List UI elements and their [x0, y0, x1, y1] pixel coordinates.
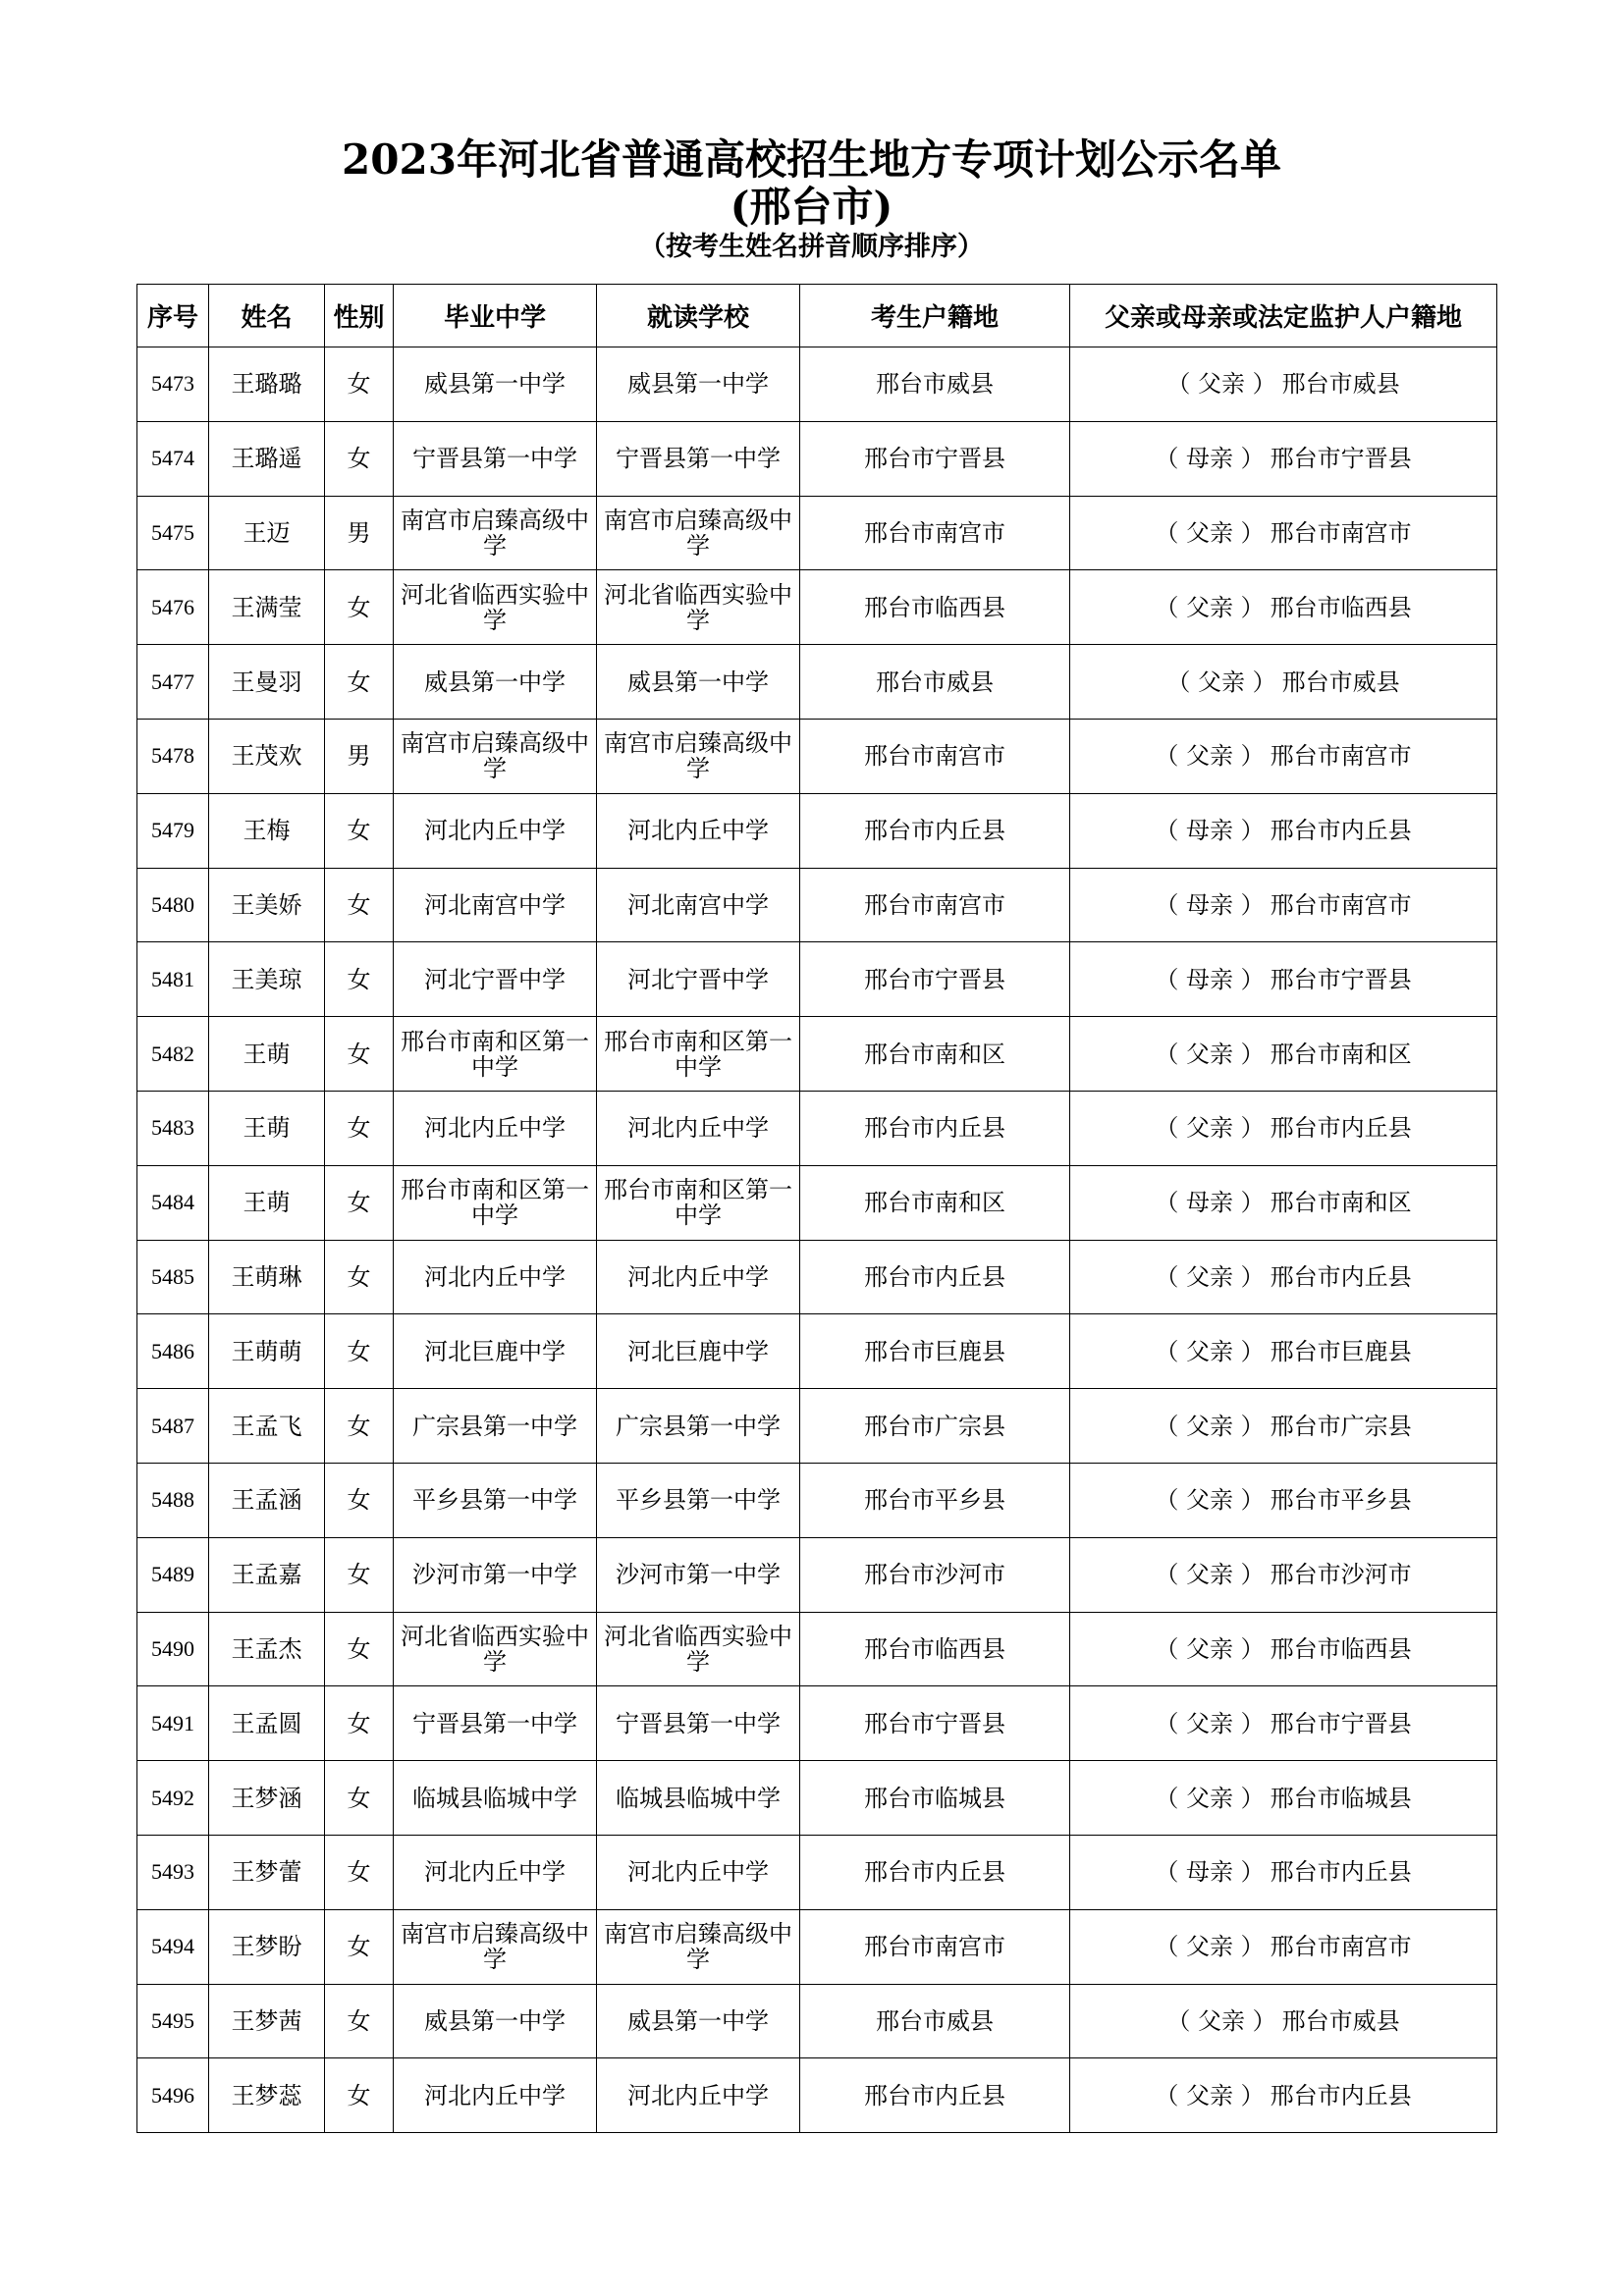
guardian-hukou-value: 邢台市宁晋县: [1270, 445, 1412, 473]
cell-hukou: 邢台市宁晋县: [800, 942, 1070, 1017]
cell-gender: 女: [325, 1909, 394, 1984]
col-header-guardian-hukou: 父亲或母亲或法定监护人户籍地: [1070, 285, 1497, 347]
cell-name: 王孟圆: [209, 1686, 325, 1761]
cell-guardian-hukou: [1070, 1612, 1497, 1686]
cell-current-school: 平乡县第一中学: [597, 1463, 800, 1537]
cell-gender: 女: [325, 1835, 394, 1909]
guardian-relation: （ 母亲 ）: [1155, 817, 1265, 845]
cell-no: 5479: [137, 793, 209, 868]
cell-name: 王孟杰: [209, 1612, 325, 1686]
guardian-relation: （ 父亲 ）: [1155, 1114, 1265, 1143]
table-row: [137, 1984, 1497, 2058]
cell-no: 5480: [137, 868, 209, 942]
cell-grad-school: 河北内丘中学: [394, 2058, 597, 2133]
cell-current-school: 临城县临城中学: [597, 1761, 800, 1836]
cell-guardian-hukou: [1070, 570, 1497, 645]
cell-no: 5491: [137, 1686, 209, 1761]
cell-hukou: 邢台市临西县: [800, 570, 1070, 645]
cell-name: 王萌: [209, 1091, 325, 1165]
cell-grad-school: 沙河市第一中学: [394, 1537, 597, 1612]
cell-name: 王梦蕊: [209, 2058, 325, 2133]
cell-grad-school: 河北内丘中学: [394, 793, 597, 868]
cell-hukou: 邢台市临城县: [800, 1761, 1070, 1836]
cell-current-school: 邢台市南和区第一中学: [597, 1165, 800, 1240]
guardian-hukou-value: 邢台市威县: [1281, 667, 1400, 696]
guardian-hukou-value: 邢台市南宫市: [1270, 742, 1412, 771]
cell-no: 5474: [137, 421, 209, 496]
cell-name: 王萌萌: [209, 1314, 325, 1389]
cell-name: 王璐璐: [209, 347, 325, 422]
cell-no: 5484: [137, 1165, 209, 1240]
cell-current-school: 威县第一中学: [597, 645, 800, 720]
guardian-relation: （ 父亲 ）: [1155, 593, 1265, 621]
table-body: [137, 347, 1497, 2133]
cell-name: 王孟嘉: [209, 1537, 325, 1612]
cell-guardian-hukou: [1070, 1240, 1497, 1314]
cell-current-school: 河北省临西实验中学: [597, 1612, 800, 1686]
cell-hukou: 邢台市南宫市: [800, 868, 1070, 942]
cell-no: 5488: [137, 1463, 209, 1537]
cell-gender: 女: [325, 1240, 394, 1314]
guardian-hukou-value: 邢台市内丘县: [1270, 817, 1412, 845]
cell-gender: 男: [325, 719, 394, 793]
cell-no: 5478: [137, 719, 209, 793]
cell-gender: 女: [325, 421, 394, 496]
table-row: [137, 1165, 1497, 1240]
cell-hukou: 邢台市宁晋县: [800, 421, 1070, 496]
cell-current-school: 河北内丘中学: [597, 2058, 800, 2133]
cell-guardian-hukou: [1070, 1463, 1497, 1537]
sort-note: （按考生姓名拼音顺序排序）: [639, 232, 984, 262]
cell-name: 王孟涵: [209, 1463, 325, 1537]
guardian-relation: （ 父亲 ）: [1155, 1784, 1265, 1812]
table-header-row: [137, 285, 1497, 347]
cell-gender: 女: [325, 1537, 394, 1612]
cell-hukou: 邢台市威县: [800, 645, 1070, 720]
cell-name: 王梅: [209, 793, 325, 868]
cell-guardian-hukou: [1070, 1091, 1497, 1165]
cell-hukou: 邢台市巨鹿县: [800, 1314, 1070, 1389]
table-row: [137, 1017, 1497, 1092]
table-row: [137, 496, 1497, 570]
cell-no: 5486: [137, 1314, 209, 1389]
guardian-relation: （ 父亲 ）: [1155, 1412, 1265, 1440]
cell-guardian-hukou: [1070, 1017, 1497, 1092]
guardian-hukou-value: 邢台市广宗县: [1270, 1412, 1412, 1440]
table-row: [137, 1909, 1497, 1984]
guardian-relation: （ 父亲 ）: [1155, 1262, 1265, 1291]
cell-current-school: 河北宁晋中学: [597, 942, 800, 1017]
cell-grad-school: 河北内丘中学: [394, 1091, 597, 1165]
cell-grad-school: 河北内丘中学: [394, 1240, 597, 1314]
cell-no: 5492: [137, 1761, 209, 1836]
col-header-gender: 性别: [325, 285, 394, 347]
page-subtitle: (邢台市): [730, 183, 893, 231]
cell-gender: 女: [325, 1761, 394, 1836]
cell-hukou: 邢台市威县: [800, 1984, 1070, 2058]
guardian-relation: （ 父亲 ）: [1155, 742, 1265, 771]
cell-grad-school: 威县第一中学: [394, 645, 597, 720]
cell-guardian-hukou: [1070, 942, 1497, 1017]
cell-hukou: 邢台市沙河市: [800, 1537, 1070, 1612]
cell-no: 5481: [137, 942, 209, 1017]
cell-hukou: 邢台市南宫市: [800, 496, 1070, 570]
table-row: [137, 1686, 1497, 1761]
guardian-hukou-value: 邢台市宁晋县: [1270, 1709, 1412, 1737]
cell-hukou: 邢台市内丘县: [800, 1240, 1070, 1314]
cell-name: 王孟飞: [209, 1389, 325, 1464]
cell-name: 王璐遥: [209, 421, 325, 496]
guardian-hukou-value: 邢台市巨鹿县: [1270, 1337, 1412, 1365]
cell-gender: 女: [325, 1612, 394, 1686]
cell-guardian-hukou: [1070, 1537, 1497, 1612]
guardian-relation: （ 父亲 ）: [1155, 1933, 1265, 1961]
guardian-hukou-value: 邢台市临西县: [1270, 1634, 1412, 1663]
guardian-hukou-value: 邢台市威县: [1281, 2006, 1400, 2035]
table-row: [137, 719, 1497, 793]
guardian-relation: （ 父亲 ）: [1166, 370, 1276, 399]
col-header-name: 姓名: [209, 285, 325, 347]
cell-guardian-hukou: [1070, 1314, 1497, 1389]
cell-grad-school: 南宫市启臻高级中学: [394, 719, 597, 793]
cell-current-school: 河北省临西实验中学: [597, 570, 800, 645]
cell-name: 王梦茜: [209, 1984, 325, 2058]
cell-current-school: 威县第一中学: [597, 347, 800, 422]
table-row: [137, 1314, 1497, 1389]
cell-grad-school: 河北宁晋中学: [394, 942, 597, 1017]
cell-guardian-hukou: [1070, 1761, 1497, 1836]
cell-gender: 女: [325, 1984, 394, 2058]
cell-gender: 女: [325, 1091, 394, 1165]
cell-no: 5496: [137, 2058, 209, 2133]
cell-grad-school: 临城县临城中学: [394, 1761, 597, 1836]
guardian-relation: （ 父亲 ）: [1155, 1709, 1265, 1737]
cell-gender: 女: [325, 1165, 394, 1240]
guardian-relation: （ 父亲 ）: [1155, 1634, 1265, 1663]
guardian-hukou-value: 邢台市沙河市: [1270, 1561, 1412, 1589]
guardian-hukou-value: 邢台市南宫市: [1270, 890, 1412, 919]
cell-no: 5489: [137, 1537, 209, 1612]
col-header-hukou: 考生户籍地: [800, 285, 1070, 347]
guardian-hukou-value: 邢台市内丘县: [1270, 2081, 1412, 2109]
cell-name: 王梦蕾: [209, 1835, 325, 1909]
cell-current-school: 宁晋县第一中学: [597, 1686, 800, 1761]
cell-hukou: 邢台市南宫市: [800, 719, 1070, 793]
cell-hukou: 邢台市内丘县: [800, 2058, 1070, 2133]
table-row: [137, 868, 1497, 942]
cell-current-school: 南宫市启臻高级中学: [597, 496, 800, 570]
cell-grad-school: 河北南宫中学: [394, 868, 597, 942]
cell-no: 5495: [137, 1984, 209, 2058]
cell-gender: 女: [325, 1389, 394, 1464]
cell-current-school: 河北内丘中学: [597, 1240, 800, 1314]
cell-gender: 女: [325, 868, 394, 942]
cell-hukou: 邢台市临西县: [800, 1612, 1070, 1686]
cell-gender: 女: [325, 347, 394, 422]
table-row: [137, 1835, 1497, 1909]
cell-grad-school: 河北巨鹿中学: [394, 1314, 597, 1389]
cell-name: 王满莹: [209, 570, 325, 645]
cell-gender: 女: [325, 942, 394, 1017]
cell-no: 5490: [137, 1612, 209, 1686]
table-row: [137, 1091, 1497, 1165]
cell-current-school: 宁晋县第一中学: [597, 421, 800, 496]
guardian-relation: （ 母亲 ）: [1155, 890, 1265, 919]
cell-grad-school: 宁晋县第一中学: [394, 421, 597, 496]
guardian-relation: （ 父亲 ）: [1155, 518, 1265, 547]
cell-current-school: 威县第一中学: [597, 1984, 800, 2058]
table-row: [137, 1389, 1497, 1464]
cell-guardian-hukou: [1070, 1165, 1497, 1240]
guardian-hukou-value: 邢台市内丘县: [1270, 1858, 1412, 1887]
guardian-relation: （ 父亲 ）: [1155, 1486, 1265, 1515]
guardian-relation: （ 母亲 ）: [1155, 1858, 1265, 1887]
cell-name: 王美琼: [209, 942, 325, 1017]
cell-current-school: 南宫市启臻高级中学: [597, 1909, 800, 1984]
cell-grad-school: 邢台市南和区第一中学: [394, 1017, 597, 1092]
cell-guardian-hukou: [1070, 2058, 1497, 2133]
cell-name: 王迈: [209, 496, 325, 570]
cell-grad-school: 广宗县第一中学: [394, 1389, 597, 1464]
cell-grad-school: 宁晋县第一中学: [394, 1686, 597, 1761]
cell-guardian-hukou: [1070, 1686, 1497, 1761]
cell-no: 5476: [137, 570, 209, 645]
cell-no: 5482: [137, 1017, 209, 1092]
cell-no: 5493: [137, 1835, 209, 1909]
col-header-grad-school: 毕业中学: [394, 285, 597, 347]
cell-hukou: 邢台市平乡县: [800, 1463, 1070, 1537]
cell-grad-school: 南宫市启臻高级中学: [394, 1909, 597, 1984]
cell-hukou: 邢台市广宗县: [800, 1389, 1070, 1464]
guardian-relation: （ 父亲 ）: [1155, 1040, 1265, 1068]
cell-gender: 女: [325, 645, 394, 720]
cell-name: 王梦盼: [209, 1909, 325, 1984]
cell-current-school: 南宫市启臻高级中学: [597, 719, 800, 793]
cell-no: 5475: [137, 496, 209, 570]
cell-name: 王梦涵: [209, 1761, 325, 1836]
cell-hukou: 邢台市内丘县: [800, 1091, 1070, 1165]
guardian-hukou-value: 邢台市南和区: [1270, 1040, 1412, 1068]
table-row: [137, 570, 1497, 645]
cell-gender: 女: [325, 2058, 394, 2133]
table-row: [137, 1463, 1497, 1537]
cell-name: 王美娇: [209, 868, 325, 942]
cell-guardian-hukou: [1070, 645, 1497, 720]
table-row: [137, 2058, 1497, 2133]
page-title: 2023年河北省普通高校招生地方专项计划公示名单: [342, 135, 1281, 184]
roster-table: [136, 284, 1497, 2133]
cell-hukou: 邢台市宁晋县: [800, 1686, 1070, 1761]
guardian-relation: （ 父亲 ）: [1155, 1561, 1265, 1589]
guardian-hukou-value: 邢台市宁晋县: [1270, 965, 1412, 993]
cell-gender: 女: [325, 1686, 394, 1761]
cell-current-school: 河北内丘中学: [597, 1835, 800, 1909]
cell-name: 王萌琳: [209, 1240, 325, 1314]
cell-hukou: 邢台市南和区: [800, 1165, 1070, 1240]
cell-no: 5485: [137, 1240, 209, 1314]
cell-hukou: 邢台市南和区: [800, 1017, 1070, 1092]
cell-name: 王萌: [209, 1017, 325, 1092]
cell-grad-school: 邢台市南和区第一中学: [394, 1165, 597, 1240]
cell-hukou: 邢台市内丘县: [800, 793, 1070, 868]
cell-no: 5473: [137, 347, 209, 422]
cell-grad-school: 河北省临西实验中学: [394, 1612, 597, 1686]
cell-hukou: 邢台市威县: [800, 347, 1070, 422]
table-row: [137, 347, 1497, 422]
cell-grad-school: 威县第一中学: [394, 347, 597, 422]
cell-grad-school: 南宫市启臻高级中学: [394, 496, 597, 570]
cell-guardian-hukou: [1070, 719, 1497, 793]
cell-guardian-hukou: [1070, 347, 1497, 422]
guardian-relation: （ 母亲 ）: [1155, 1189, 1265, 1217]
cell-current-school: 河北巨鹿中学: [597, 1314, 800, 1389]
cell-name: 王茂欢: [209, 719, 325, 793]
guardian-hukou-value: 邢台市临城县: [1270, 1784, 1412, 1812]
cell-current-school: 邢台市南和区第一中学: [597, 1017, 800, 1092]
guardian-relation: （ 母亲 ）: [1155, 965, 1265, 993]
cell-no: 5477: [137, 645, 209, 720]
table-row: [137, 793, 1497, 868]
guardian-hukou-value: 邢台市内丘县: [1270, 1114, 1412, 1143]
cell-grad-school: 威县第一中学: [394, 1984, 597, 2058]
cell-guardian-hukou: [1070, 496, 1497, 570]
cell-guardian-hukou: [1070, 868, 1497, 942]
table-row: [137, 1240, 1497, 1314]
guardian-relation: （ 父亲 ）: [1155, 2081, 1265, 2109]
cell-name: 王萌: [209, 1165, 325, 1240]
cell-no: 5487: [137, 1389, 209, 1464]
cell-current-school: 河北内丘中学: [597, 1091, 800, 1165]
cell-grad-school: 河北内丘中学: [394, 1835, 597, 1909]
col-header-current-school: 就读学校: [597, 285, 800, 347]
guardian-hukou-value: 邢台市内丘县: [1270, 1262, 1412, 1291]
guardian-relation: （ 父亲 ）: [1166, 667, 1276, 696]
table-row: [137, 1612, 1497, 1686]
guardian-relation: （ 父亲 ）: [1155, 1337, 1265, 1365]
guardian-hukou-value: 邢台市南和区: [1270, 1189, 1412, 1217]
guardian-relation: （ 父亲 ）: [1166, 2006, 1276, 2035]
cell-gender: 女: [325, 1463, 394, 1537]
cell-gender: 女: [325, 1017, 394, 1092]
table-row: [137, 942, 1497, 1017]
table-row: [137, 645, 1497, 720]
guardian-hukou-value: 邢台市南宫市: [1270, 1933, 1412, 1961]
table-row: [137, 1537, 1497, 1612]
cell-no: 5494: [137, 1909, 209, 1984]
cell-current-school: 沙河市第一中学: [597, 1537, 800, 1612]
cell-gender: 女: [325, 1314, 394, 1389]
cell-name: 王曼羽: [209, 645, 325, 720]
cell-gender: 女: [325, 570, 394, 645]
cell-no: 5483: [137, 1091, 209, 1165]
cell-current-school: 河北南宫中学: [597, 868, 800, 942]
cell-guardian-hukou: [1070, 1909, 1497, 1984]
cell-hukou: 邢台市内丘县: [800, 1835, 1070, 1909]
cell-grad-school: 平乡县第一中学: [394, 1463, 597, 1537]
cell-guardian-hukou: [1070, 793, 1497, 868]
guardian-hukou-value: 邢台市威县: [1281, 370, 1400, 399]
cell-current-school: 广宗县第一中学: [597, 1389, 800, 1464]
cell-gender: 女: [325, 793, 394, 868]
table-row: [137, 421, 1497, 496]
guardian-hukou-value: 邢台市南宫市: [1270, 518, 1412, 547]
cell-grad-school: 河北省临西实验中学: [394, 570, 597, 645]
cell-current-school: 河北内丘中学: [597, 793, 800, 868]
cell-guardian-hukou: [1070, 1835, 1497, 1909]
cell-guardian-hukou: [1070, 421, 1497, 496]
guardian-hukou-value: 邢台市平乡县: [1270, 1486, 1412, 1515]
guardian-hukou-value: 邢台市临西县: [1270, 593, 1412, 621]
col-header-no: 序号: [137, 285, 209, 347]
table-row: [137, 1761, 1497, 1836]
cell-gender: 男: [325, 496, 394, 570]
cell-hukou: 邢台市南宫市: [800, 1909, 1070, 1984]
cell-guardian-hukou: [1070, 1389, 1497, 1464]
guardian-relation: （ 母亲 ）: [1155, 445, 1265, 473]
cell-guardian-hukou: [1070, 1984, 1497, 2058]
